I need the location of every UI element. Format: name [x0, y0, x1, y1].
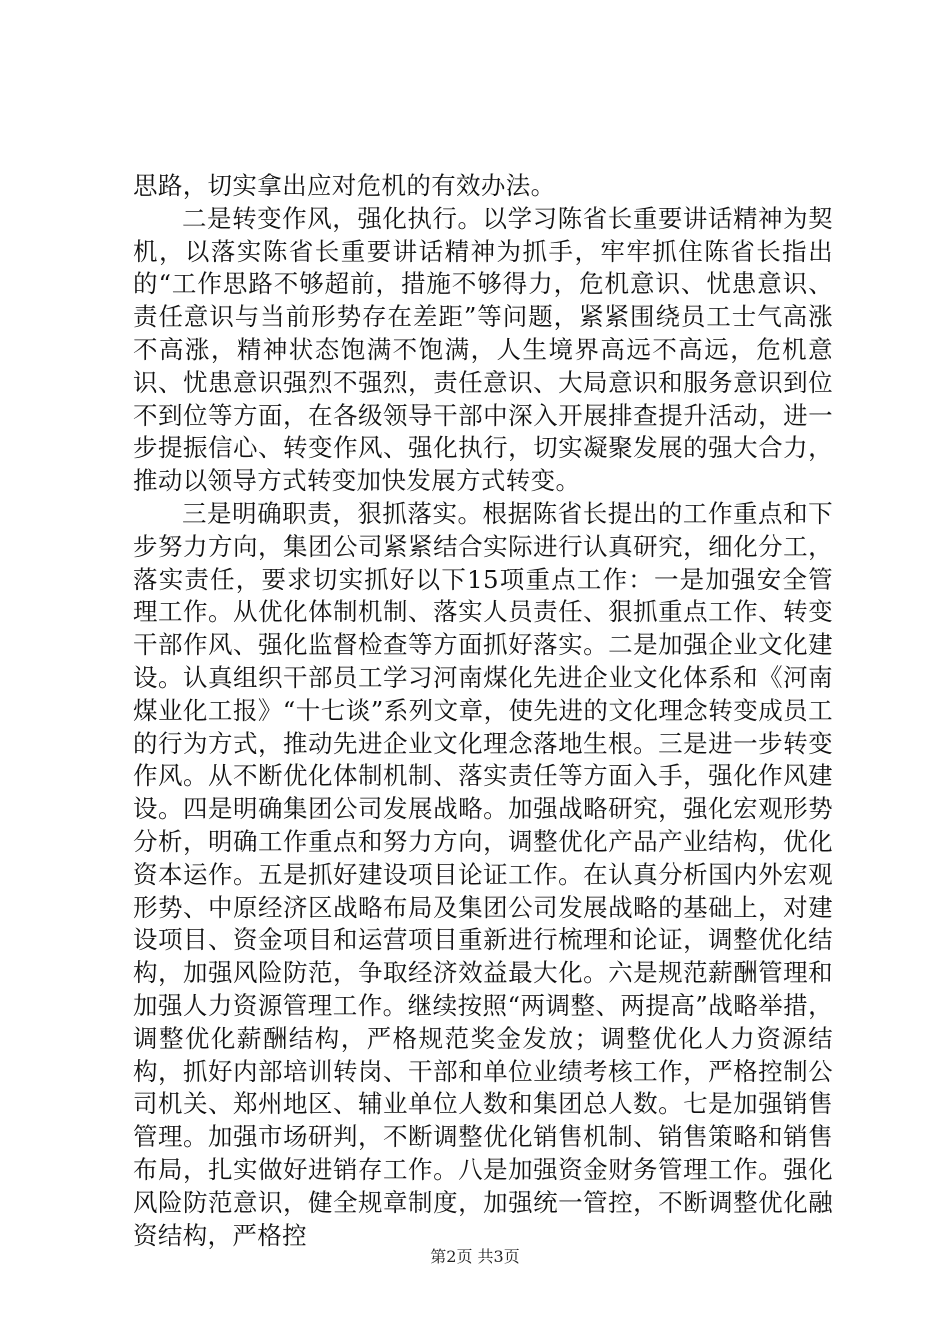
paragraph-continuation: 思路，切实拿出应对危机的有效办法。	[133, 171, 556, 200]
paragraph-clarify-duties: 三是明确职责，狠抓落实。根据陈省长提出的工作重点和下步努力方向，集团公司紧紧结合实际进行认真研究，细化分工，落实责任，要求切实抓好以下15项重点工作：一是加强安全管理工作。从优化体制机制、落实人员责任、狠抓重点工作、转变干部作风、强化监督检查等方面抓好落实。二是加强企业文化建设。认真组织干部员工学习河南煤化先进企业文化体系和《河南煤业化工报》“十七谈”系列文章，使先进的文化理念转变成员工的行为方式，推动先进企业文化理念落地生根。三是进一步转变作风。从不断优化体制机制、落实责任等方面入手，强化作风建设。四是明确集团公司发展战略。加强战略研究，强化宏观形势分析，明确工作重点和努力方向，调整优化产品产业结构，优化资本运作。五是抓好建设项目论证工作。在认真分析国内外宏观形势、中原经济区战略布局及集团公司发展战略的基础上，对建设项目、资金项目和运营项目重新进行梳理和论证，调整优化结构，加强风险防范，争取经济效益最大化。六是规范薪酬管理和加强人力资源管理工作。继续按照“两调整、两提高”战略举措，调整优化薪酬结构，严格规范奖金发放；调整优化人力资源结构，抓好内部培训转岗、干部和单位业绩考核工作，严格控制公司机关、郑州地区、辅业单位人数和集团总人数。七是加强销售管理。加强市场研判，不断调整优化销售机制、销售策略和销售布局，扎实做好进销存工作。八是加强资金财务管理工作。强化风险防范意识，健全规章制度，加强统一管控，不断调整优化融资结构，严格控	[133, 498, 833, 1250]
page-number-footer: 第2页 共3页	[430, 1247, 520, 1266]
paragraph-transform-style: 二是转变作风，强化执行。以学习陈省长重要讲话精神为契机，以落实陈省长重要讲话精神为抓手，牢牢抓住陈省长指出的“工作思路不够超前，措施不够得力，危机意识、忧患意识、责任意识与当前形势存在差距”等问题，紧紧围绕员工士气高涨不高涨，精神状态饱满不饱满，人生境界高远不高远，危机意识、忧患意识强烈不强烈，责任意识、大局意识和服务意识到位不到位等方面，在各级领导干部中深入开展排查提升活动，进一步提振信心、转变作风、强化执行，切实凝聚发展的强大合力，推动以领导方式转变加快发展方式转变。	[133, 203, 833, 496]
document-body	[133, 170, 833, 1252]
